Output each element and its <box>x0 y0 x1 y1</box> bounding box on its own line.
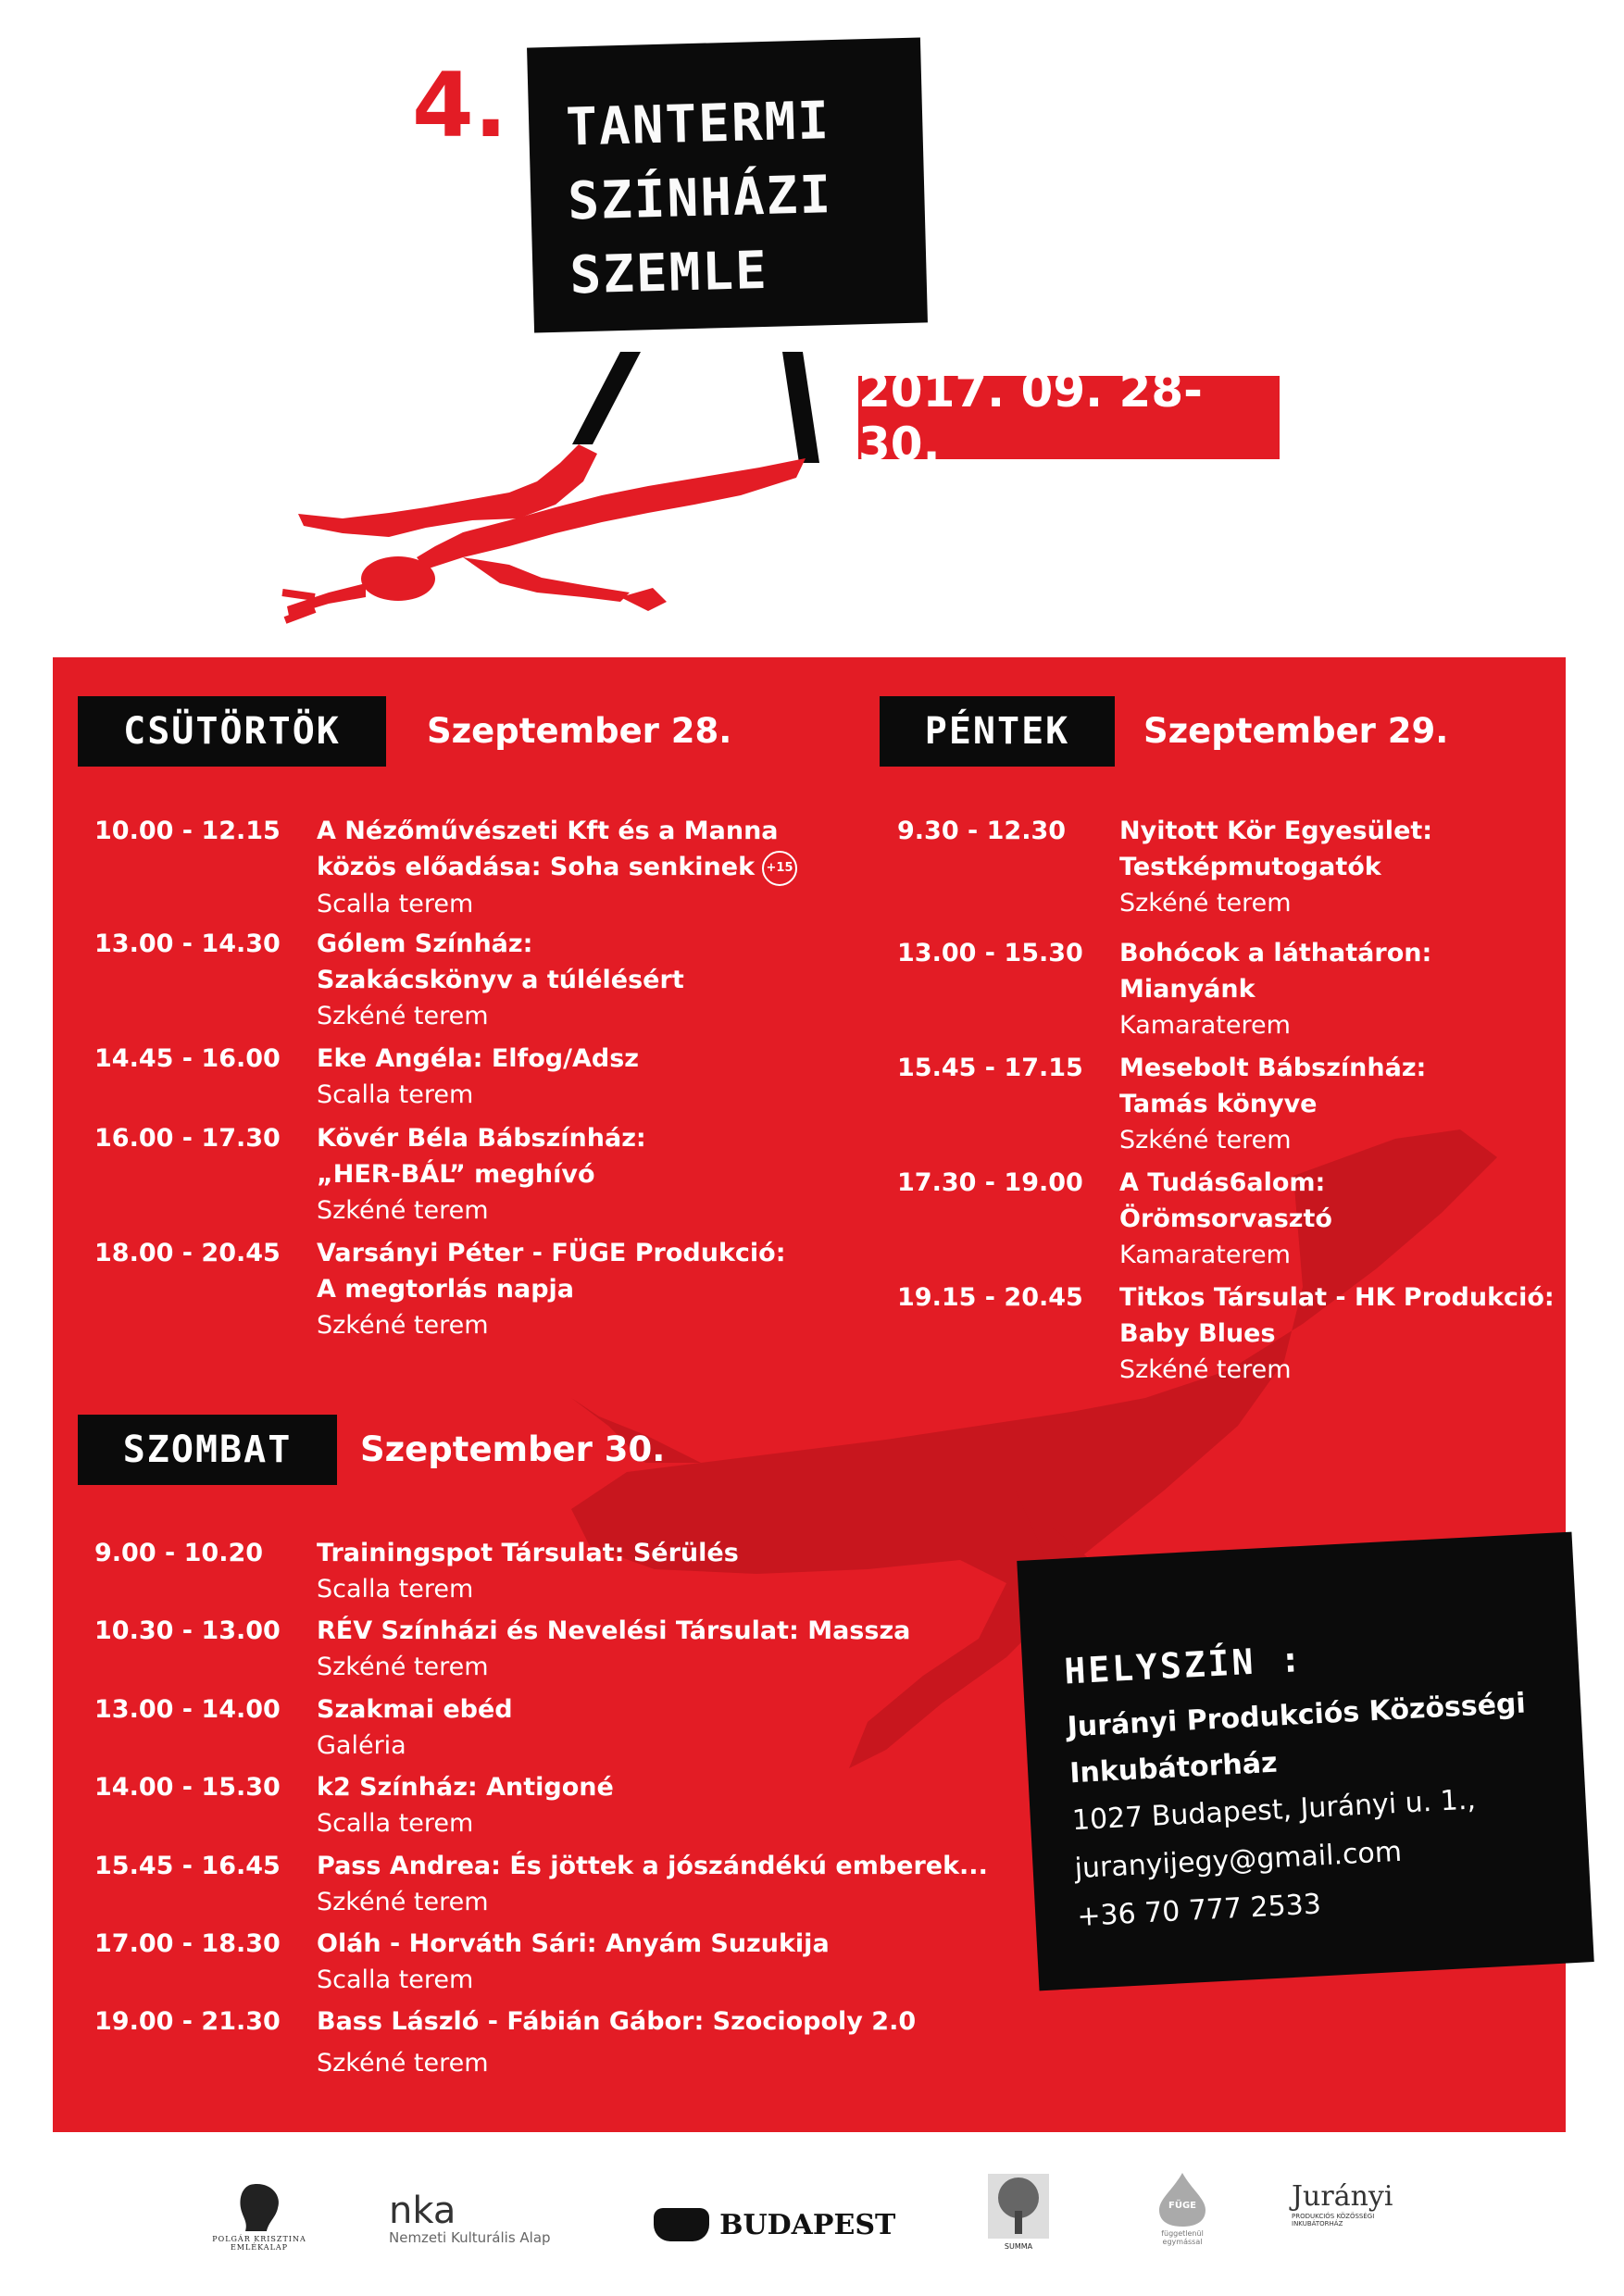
day-date-thursday: Szeptember 28. <box>427 711 732 751</box>
juranyi-logo: Jurányi PRODUKCIÓS KÖZÖSSÉGI INKUBÁTORHÁZ <box>1292 2180 1393 2227</box>
entry-room: Szkéné terem <box>317 1002 489 1030</box>
entry-title-line2: A megtorlás napja <box>317 1275 575 1304</box>
budapest-logo: BUDAPEST <box>654 2208 913 2241</box>
entry-time: 10.00 - 12.15 <box>94 817 281 845</box>
polgar-krisztina-logo: POLGÁR KRISZTINA EMLÉKALAP <box>199 2180 319 2252</box>
entry-room: Kamaraterem <box>1119 1241 1291 1269</box>
entry-room: Szkéné terem <box>317 1653 489 1681</box>
entry-title: A Nézőművészeti Kft és a Manna <box>317 817 779 845</box>
budapest-crest-icon <box>654 2208 709 2241</box>
festival-dates: 2017. 09. 28-30. <box>858 376 1280 459</box>
entry-title-line2: Testképmutogatók <box>1119 853 1381 881</box>
entry-title-line2: Mianyánk <box>1119 975 1255 1004</box>
venue-label: HELYSZÍN : <box>1063 1638 1305 1692</box>
entry-title-line2: Tamás könyve <box>1119 1090 1318 1118</box>
entry-room: Scalla terem <box>317 1965 474 1994</box>
entry-time: 17.00 - 18.30 <box>94 1929 281 1958</box>
entry-title: Trainingspot Társulat: Sérülés <box>317 1539 739 1567</box>
entry-title-line2: Örömsorvasztó <box>1119 1204 1332 1233</box>
venue-box <box>1017 1532 1594 1991</box>
age-limit-badge: +15 <box>762 851 797 886</box>
title-line-3: SZEMLE <box>568 240 769 306</box>
entry-title: Gólem Színház: <box>317 930 533 958</box>
entry-time: 13.00 - 14.00 <box>94 1695 281 1724</box>
entry-room: Kamaraterem <box>1119 1011 1291 1040</box>
edition-number: 4. <box>412 54 508 157</box>
entry-time: 9.00 - 10.20 <box>94 1539 264 1567</box>
day-date-saturday: Szeptember 30. <box>360 1429 666 1469</box>
title-line-1: TANTERMI <box>565 91 831 158</box>
entry-time: 14.45 - 16.00 <box>94 1044 281 1073</box>
venue-email[interactable]: juranyijegy@gmail.com <box>1073 1835 1403 1886</box>
entry-title-line2: Szakácskönyv a túlélésért <box>317 966 684 994</box>
title-line-2: SZÍNHÁZI <box>567 165 833 232</box>
entry-room: Scalla terem <box>317 1080 474 1109</box>
entry-time: 15.45 - 17.15 <box>897 1054 1083 1082</box>
entry-title-line2: „HER-BÁL” meghívó <box>317 1160 595 1189</box>
entry-time: 18.00 - 20.45 <box>94 1239 281 1267</box>
entry-time: 10.30 - 13.00 <box>94 1616 281 1645</box>
day-date-friday: Szeptember 29. <box>1143 711 1449 751</box>
entry-title: Eke Angéla: Elfog/Adsz <box>317 1044 640 1073</box>
entry-title: Bass László - Fábián Gábor: Szociopoly 2.0 <box>317 2007 917 2036</box>
entry-title: Mesebolt Bábszínház: <box>1119 1054 1427 1082</box>
venue-address: 1027 Budapest, Jurányi u. 1., <box>1071 1783 1477 1838</box>
fig-drop-icon <box>1155 2171 1210 2228</box>
entry-time: 14.00 - 15.30 <box>94 1773 281 1802</box>
day-tag-friday: PÉNTEK <box>880 696 1115 767</box>
entry-title-line2: Baby Blues <box>1119 1319 1276 1348</box>
venue-name-line2: Inkubátorház <box>1068 1746 1279 1791</box>
entry-room: Szkéné terem <box>1119 889 1292 917</box>
entry-room: Scalla terem <box>317 889 474 918</box>
entry-room: Szkéné terem <box>317 1196 489 1225</box>
tree-icon <box>988 2174 1049 2239</box>
entry-title-line2: közös előadása: Soha senkinek <box>317 853 756 881</box>
profile-silhouette-icon <box>231 2180 287 2231</box>
venue-name-line1: Jurányi Produkciós Közösségi <box>1066 1687 1527 1744</box>
entry-time: 16.00 - 17.30 <box>94 1124 281 1153</box>
entry-title: Varsányi Péter - FÜGE Produkció: <box>317 1239 786 1267</box>
entry-room: Szkéné terem <box>317 1888 489 1916</box>
entry-title: Szakmai ebéd <box>317 1695 513 1724</box>
entry-room: Galéria <box>317 1731 406 1760</box>
entry-room: Scalla terem <box>317 1575 474 1603</box>
entry-title: Pass Andrea: És jöttek a jószándékú emberek... <box>317 1852 988 1880</box>
entry-title: Titkos Társulat - HK Produkció: <box>1119 1283 1555 1312</box>
entry-time: 9.30 - 12.30 <box>897 817 1067 845</box>
title-blackboard <box>527 37 928 332</box>
day-tag-saturday: SZOMBAT <box>78 1415 337 1485</box>
entry-title: RÉV Színházi és Nevelési Társulat: Massza <box>317 1616 911 1645</box>
easel-figure-illustration <box>278 315 852 648</box>
fuge-logo: FÜGE függetlenül egymással <box>1141 2171 1224 2246</box>
entry-time: 15.45 - 16.45 <box>94 1852 281 1880</box>
entry-room: Szkéné terem <box>1119 1355 1292 1384</box>
entry-time: 13.00 - 14.30 <box>94 930 281 958</box>
day-tag-thursday: CSÜTÖRTÖK <box>78 696 386 767</box>
entry-room: Scalla terem <box>317 1809 474 1838</box>
entry-time: 13.00 - 15.30 <box>897 939 1083 967</box>
entry-title: k2 Színház: Antigoné <box>317 1773 614 1802</box>
entry-title: Nyitott Kör Egyesület: <box>1119 817 1433 845</box>
entry-time: 17.30 - 19.00 <box>897 1168 1083 1197</box>
entry-room: Szkéné terem <box>317 2049 489 2078</box>
nka-logo: nka Nemzeti Kulturális Alap <box>389 2190 551 2246</box>
entry-time: 19.00 - 21.30 <box>94 2007 281 2036</box>
entry-title: Kövér Béla Bábszínház: <box>317 1124 646 1153</box>
sponsor-logos <box>0 2157 1624 2277</box>
entry-time: 19.15 - 20.45 <box>897 1283 1083 1312</box>
venue-phone[interactable]: +36 70 777 2533 <box>1076 1888 1322 1934</box>
entry-title: A Tudás6alom: <box>1119 1168 1326 1197</box>
entry-title: Oláh - Horváth Sári: Anyám Suzukija <box>317 1929 830 1958</box>
entry-title: Bohócok a láthatáron: <box>1119 939 1432 967</box>
entry-room: Szkéné terem <box>317 1311 489 1340</box>
summa-artium-logo: SUMMA <box>986 2174 1051 2251</box>
entry-room: Szkéné terem <box>1119 1126 1292 1154</box>
